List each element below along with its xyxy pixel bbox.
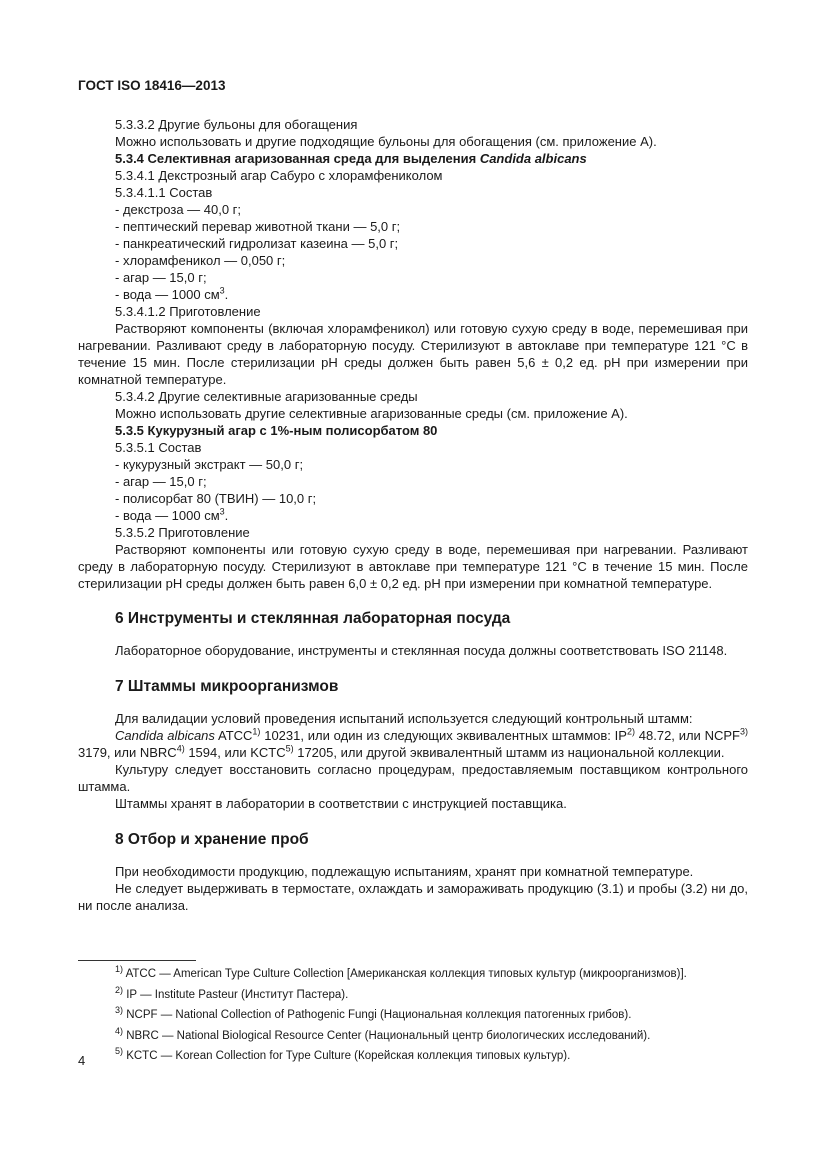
- paragraph: Можно использовать и другие подходящие бульоны для обогащения (см. приложение А).: [115, 134, 657, 149]
- document-body: [78, 116, 748, 914]
- paragraph: Культуру следует восстановить согласно процедурам, предоставляемым поставщиком контрольного штамма.: [78, 762, 748, 794]
- list-item: - кукурузный экстракт — 50,0 г;: [115, 457, 304, 472]
- subsection-heading: 5.3.4 Селективная агаризованная среда для выделения Candida albicans: [115, 151, 587, 166]
- list-item: - декстроза — 40,0 г;: [115, 202, 242, 217]
- subsection-heading: 5.3.4.1 Декстрозный агар Сабуро с хлорамфениколом: [115, 168, 443, 183]
- subsection-heading: 5.3.5 Кукурузный агар с 1%-ным полисорбатом 80: [115, 423, 438, 438]
- list-item: - вода — 1000 $см^3$.: [115, 506, 229, 523]
- footnotes: [115, 964, 687, 1067]
- subsection-heading: 5.3.3.2 Другие бульоны для обогащения: [115, 117, 358, 132]
- footnote: $^{5)}$ KCTC — Korean Collection for Type Culture (Корейская коллекция типовых культур).: [115, 1046, 571, 1062]
- paragraph: Растворяют компоненты (включая хлорамфеникол) или готовую сухую среду в воде, перемешивая при нагревании. Разливают среду в лабораторную посуду. Стерилизуют в автоклаве при температуре 121 °С в течение 15 мин. После стерилизации pH среды должен быть равен 5,6 ± 0,2 ед. pH при измерении при комнатной температуре.: [78, 321, 748, 387]
- paragraph: Лабораторное оборудование, инструменты и стеклянная посуда должны соответствовать ISO 21148.: [115, 643, 728, 658]
- subsection-heading: 5.3.5.2 Приготовление: [115, 525, 250, 540]
- section-title: 8 Отбор и хранение проб: [115, 831, 309, 848]
- section-title: 7 Штаммы микроорганизмов: [115, 678, 339, 695]
- standard-designation: ГОСТ ISO 18416—2013: [78, 78, 226, 93]
- list-item: - агар — 15,0 г;: [115, 474, 207, 489]
- list-item: - панкреатический гидролизат казеина — 5,0 г;: [115, 236, 399, 251]
- paragraph: Можно использовать другие селективные агаризованные среды (см. приложение А).: [115, 406, 628, 421]
- footnote: $^{4)}$ NBRC — National Biological Resource Center (Национальный центр биологических исследований).: [115, 1025, 651, 1042]
- page-number: 4: [78, 1053, 86, 1068]
- paragraph: Штаммы хранят в лаборатории в соответствии с инструкцией поставщика.: [115, 796, 567, 811]
- paragraph: При необходимости продукцию, подлежащую испытаниям, хранят при комнатной температуре.: [115, 864, 694, 879]
- list-item: - вода — 1000 $см^3$.: [115, 285, 229, 302]
- paragraph: Для валидации условий проведения испытаний используется следующий контрольный штамм:: [115, 711, 693, 726]
- paragraph: Не следует выдерживать в термостате, охлаждать и замораживать продукцию (3.1) и пробы (3.2) ни до, ни после анализа.: [78, 881, 748, 913]
- subsection-heading: 5.3.4.1.2 Приготовление: [115, 304, 261, 319]
- paragraph: Candida albicans ATCC$^{1)}$ 10231, или один из следующих эквивалентных штаммов: IP$^{2)}$ 48.72, или NCPF$^{3)}$ 3179, или NBRC$^{4)}$ 1594, или KCTC$^{5)}$ 17205, или другой эквивалентный штамм из национальной коллекции.: [78, 726, 749, 760]
- subsection-heading: 5.3.4.1.1 Состав: [115, 185, 213, 200]
- list-item: - агар — 15,0 г;: [115, 270, 207, 285]
- footnote-separator: [78, 960, 196, 961]
- paragraph: Растворяют компоненты или готовую сухую среду в воде, перемешивая при нагревании. Разливают среду в лабораторную посуду. Стерилизуют в автоклаве при температуре 121 °С в течение 15 мин. После стерилизации pH среды должен быть равен 6,0 ± 0,2 ед. pH при измерении при комнатной температуре.: [78, 542, 748, 591]
- subsection-heading: 5.3.4.2 Другие селективные агаризованные среды: [115, 389, 418, 404]
- footnote: $^{3)}$ NCPF — National Collection of Pathogenic Fungi (Национальная коллекция патогенных грибов).: [115, 1005, 632, 1021]
- list-item: - хлорамфеникол — 0,050 г;: [115, 253, 286, 268]
- footnote: $^{1)}$ ATCC — American Type Culture Collection [Американская коллекция типовых культур (микроорганизмов)].: [115, 964, 687, 980]
- subsection-heading: 5.3.5.1 Состав: [115, 440, 202, 455]
- list-item: - полисорбат 80 (ТВИН) — 10,0 г;: [115, 491, 317, 506]
- section-title: 6 Инструменты и стеклянная лабораторная посуда: [115, 610, 511, 627]
- list-item: - пептический перевар животной ткани — 5,0 г;: [115, 219, 401, 234]
- footnote: $^{2)}$ IP — Institute Pasteur (Институт Пастера).: [115, 984, 349, 1001]
